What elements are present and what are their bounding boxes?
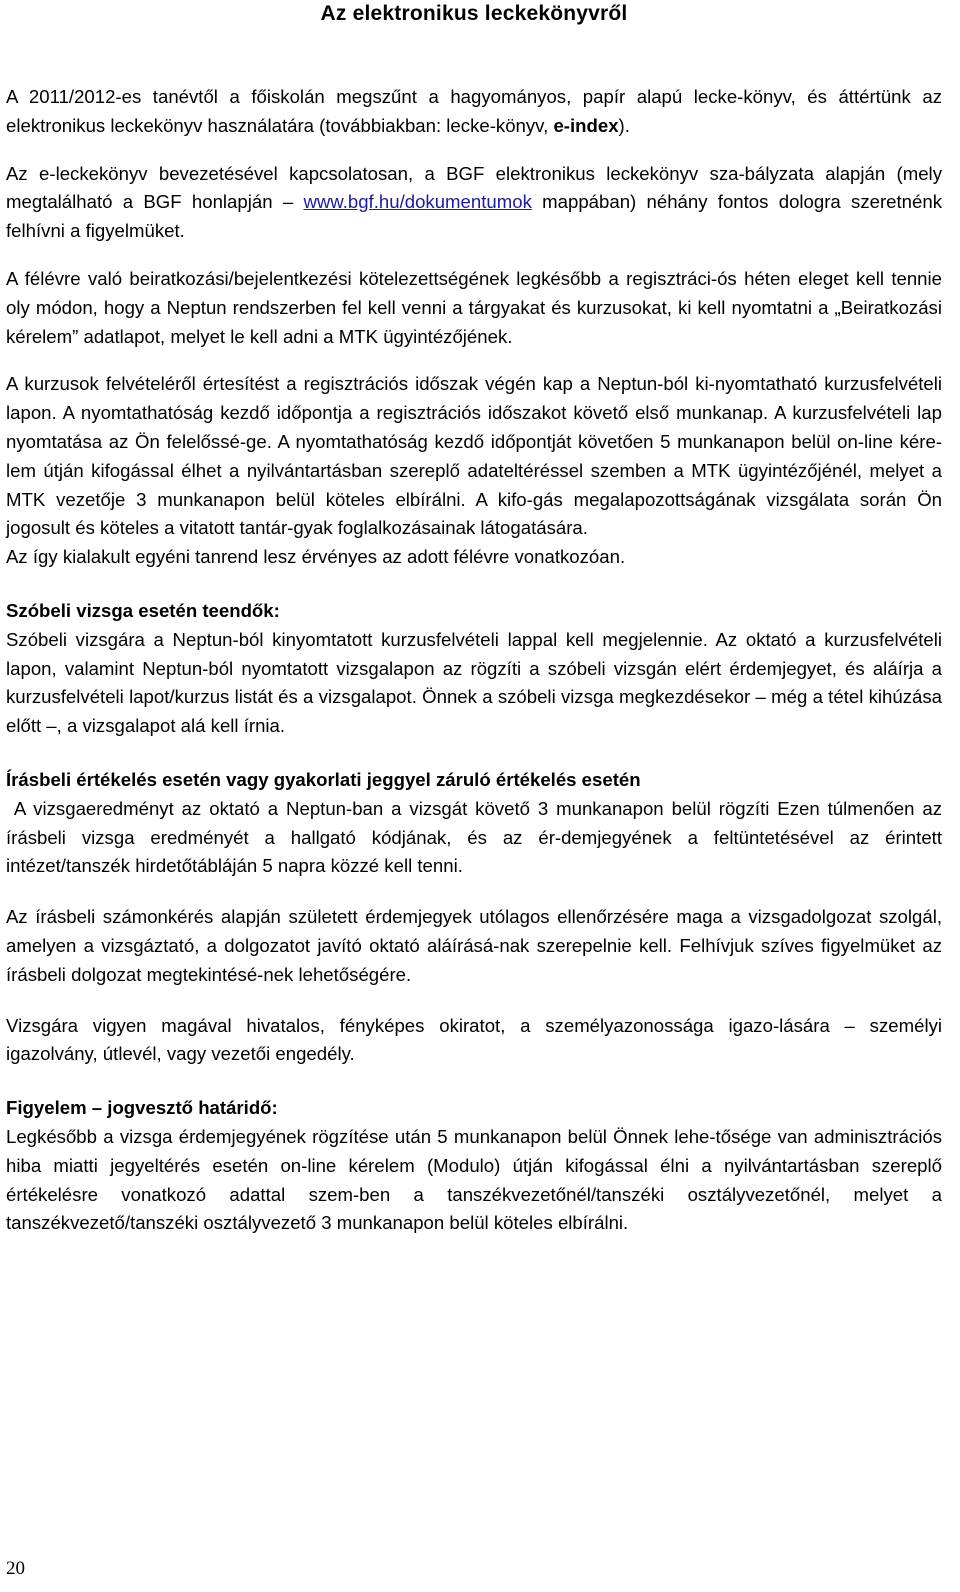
bgf-link[interactable]: www.bgf.hu/dokumentumok	[303, 191, 532, 213]
page-number: 20	[6, 1558, 25, 1579]
paragraph-deadline: Legkésőbb a vizsga érdemjegyének rögzítése után 5 munkanapon belül Önnek lehe-tősége van adminisztrációs hiba miatti jegyeltérés esetén on-line kérelem (Modulo) útján kifogással élni a nyilvántartásban szereplő értékelésre vonatkozó adattal szem-ben a tanszékvezetőnél/tanszéki osztályvezetőnél, melyet a tanszékvezető/tanszéki osztályvezető 3 munkanapon belül köteles elbírálni.	[6, 1125, 942, 1234]
paragraph-registration: A félévre való beiratkozási/bejelentkezési kötelezettségének legkésőbb a regisztráci-ós héten eleget kell tennie oly módon, hogy a Neptun rendszerben fel kell venni a tárgyakat és kurzusokat, ki kell nyomtatni a „Beiratkozási kérelem” adatlapot, melyet le kell adni a MTK ügyintézőjének.	[6, 267, 942, 347]
paragraph-intro	[6, 83, 942, 141]
heading-written-exam: Írásbeli értékelés esetén vagy gyakorlati jeggyel záruló értékelés esetén	[6, 768, 641, 790]
paragraph-grade-verification: Az írásbeli számonkérés alapján született érdemjegyek utólagos ellenőrzésére maga a vizsgadolgozat szolgál, amelyen a vizsgáztató, a dolgozatot javító oktató aláírásá-nak szerepelnie kell. Felhívjuk szíves figyelmüket az írásbeli dolgozat megtekintésé-nek lehetőségére.	[6, 906, 942, 985]
paragraph-oral-exam: Szóbeli vizsgára a Neptun-ból kinyomtatott kurzusfelvételi lappal kell megjelennie. Az oktató a kurzusfelvételi lapon, valamint Neptun-ból nyomtatott vizsgalapon az rögzíti a szóbeli vizsgán elért érdemjegyet, és aláírja a kurzusfelvételi lapot/kurzus listát és a vizsgalapot. Önnek a szóbeli vizsga megkezdésekor – még a tétel kihúzása előtt –, a vizsgalapot alá kell írnia.	[6, 628, 942, 737]
paragraph-written-exam: A vizsgaeredményt az oktató a Neptun-ban a vizsgát követő 3 munkanapon belül rögzíti Ezen túlmenően az írásbeli vizsga eredményét a hallgató kódjának, és az ér-demjegyének a feltüntetésével az érintett intézet/tanszék hirdetőtábláján 5 napra közzé kell tenni.	[6, 797, 948, 877]
paragraph-course-enrollment: A kurzusok felvételéről értesítést a regisztrációs időszak végén kap a Neptun-ból ki-nyomtatható kurzusfelvételi lapon. A nyomtathatóság kezdő időpontja a regisztrációs időszakot követő első munkanap. A kurzusfelvételi lap nyomtatása az Ön felelőssé-ge. A nyomtathatóság kezdő időpontját követően 5 munkanapon belül on-line kére-lem útján kifogással élhet a nyilvántartásban szereplő adateltéréssel szemben a MTK ügyintézőjénél, melyet a MTK vezetője 3 munkanapon belül köteles elbírálni. A kifo-gás megalapozottságának vizsgálata során Ön jogosult és köteles a vitatott tantár-gyak foglalkozásainak látogatására.	[6, 373, 942, 539]
document-page	[6, 0, 948, 1238]
heading-deadline-warning: Figyelem – jogvesztő határidő:	[6, 1097, 278, 1119]
paragraph-bgf	[6, 160, 942, 246]
intro-text-a: A 2011/2012-es tanévtől a főiskolán megszűnt a hagyományos, papír alapú lecke-könyv, és áttértünk az elektronikus leckekönyv használatára (továbbiakban: lecke-könyv,	[6, 86, 942, 136]
intro-bold-e-index: e-index	[553, 114, 619, 136]
paragraph-id-document: Vizsgára vigyen magával hivatalos, fényképes okiratot, a személyazonossága igazo-lására – személyi igazolvány, útlevél, vagy vezetői engedély.	[6, 1014, 942, 1065]
bgf-text-a: Az e-leckekönyv bevezetésével kapcsolatosan, a BGF elektronikus leckekönyv sza-bályzata alapján (mely megtalálható a BGF honlapján –	[6, 162, 942, 213]
bgf-text-b: mappában) néhány fontos dologra szeretnénk felhívni a figyelmüket.	[6, 191, 942, 242]
heading-oral-exam: Szóbeli vizsga esetén teendők:	[6, 599, 280, 621]
document-title: Az elektronikus leckekönyvről	[320, 2, 628, 25]
intro-text-b: ).	[618, 114, 630, 136]
paragraph-timetable: Az így kialakult egyéni tanrend lesz érvényes az adott félévre vonatkozóan.	[6, 546, 626, 568]
